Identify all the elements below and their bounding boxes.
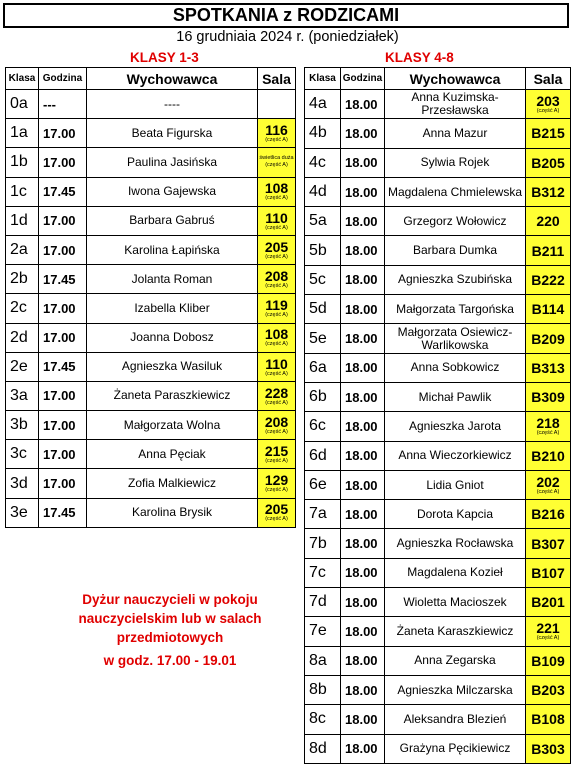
teacher-cell: Izabella Kliber	[87, 294, 258, 323]
class-cell: 6d	[305, 441, 341, 470]
room-number: 220	[536, 213, 560, 230]
teacher-cell: Żaneta Paraszkiewicz	[87, 381, 258, 410]
teacher-cell: Małgorzata Osiewicz-Warlikowska	[385, 324, 526, 353]
header-godzina: Godzina	[341, 68, 385, 90]
table-row	[305, 588, 571, 617]
table-row	[305, 90, 571, 119]
duty-note	[60, 590, 280, 670]
room-number: 205	[264, 501, 289, 518]
table-row	[6, 411, 296, 440]
room-part: (część A)	[265, 428, 288, 435]
room-cell	[526, 675, 571, 704]
teacher-cell: Jolanta Roman	[87, 265, 258, 294]
room-number: B107	[531, 564, 565, 581]
right-group-label: KLASY 4-8	[385, 50, 454, 65]
time-cell: 18.00	[341, 705, 385, 734]
time-cell: 17.00	[39, 206, 87, 235]
room-number: B109	[531, 652, 565, 669]
teacher-cell: Anna Pęciak	[87, 440, 258, 469]
room-cell	[526, 236, 571, 265]
room-cell	[258, 265, 296, 294]
time-cell: 18.00	[341, 353, 385, 382]
room-number: B201	[531, 594, 565, 611]
time-cell: 18.00	[341, 177, 385, 206]
room-part: (część A)	[265, 137, 288, 144]
room-cell	[526, 617, 571, 646]
time-cell: 18.00	[341, 529, 385, 558]
teacher-cell: Joanna Dobosz	[87, 323, 258, 352]
table-row	[6, 381, 296, 410]
time-cell: 18.00	[341, 734, 385, 763]
teacher-cell: Anna Mazur	[385, 119, 526, 148]
table-row	[305, 500, 571, 529]
table-row	[6, 323, 296, 352]
time-cell: 17.00	[39, 294, 87, 323]
table-row	[6, 294, 296, 323]
teacher-cell: Agnieszka Wasiluk	[87, 352, 258, 381]
room-cell	[258, 294, 296, 323]
class-cell: 2b	[6, 265, 39, 294]
room-number: B303	[531, 740, 565, 757]
table-row	[6, 352, 296, 381]
class-cell: 5d	[305, 295, 341, 324]
table-row	[305, 177, 571, 206]
class-cell: 0a	[6, 90, 39, 119]
room-part: (część A)	[265, 253, 288, 260]
time-cell: 18.00	[341, 265, 385, 294]
duty-hours: w godz. 17.00 - 19.01	[103, 653, 237, 668]
room-cell	[526, 324, 571, 353]
page-title	[3, 3, 569, 28]
time-cell: 18.00	[341, 646, 385, 675]
table-row	[305, 441, 571, 470]
class-cell: 2c	[6, 294, 39, 323]
room-number: B205	[531, 154, 565, 171]
teacher-cell: Agnieszka Szubińska	[385, 265, 526, 294]
teacher-cell: Małgorzata Targońska	[385, 295, 526, 324]
room-part: (część A)	[536, 430, 560, 437]
teacher-cell: Dorota Kapcia	[385, 500, 526, 529]
class-cell: 6c	[305, 412, 341, 441]
room-number: 119	[265, 297, 288, 314]
table-row	[305, 295, 571, 324]
room-number: B309	[531, 389, 565, 406]
room-number: 203	[536, 92, 560, 109]
room-cell	[258, 148, 296, 177]
class-cell: 6b	[305, 382, 341, 411]
room-number: B211	[531, 242, 565, 259]
table-row	[6, 440, 296, 469]
time-cell: 17.45	[39, 265, 87, 294]
room-cell	[526, 382, 571, 411]
time-cell: ---	[39, 90, 87, 119]
class-cell: 7d	[305, 588, 341, 617]
class-cell: 7a	[305, 500, 341, 529]
left-group-label: KLASY 1-3	[130, 50, 199, 65]
room-cell	[526, 177, 571, 206]
room-number: B312	[531, 184, 565, 201]
teacher-cell: Magdalena Kozieł	[385, 558, 526, 587]
room-cell	[526, 412, 571, 441]
teacher-cell: Paulina Jasińska	[87, 148, 258, 177]
teacher-cell: Anna Sobkowicz	[385, 353, 526, 382]
room-cell	[258, 411, 296, 440]
room-part: (część A)	[265, 312, 288, 319]
table-header-row	[6, 68, 296, 90]
table-row	[6, 119, 296, 148]
class-cell: 8a	[305, 646, 341, 675]
class-cell: 1c	[6, 177, 39, 206]
room-cell	[526, 470, 571, 499]
teacher-cell: Iwona Gajewska	[87, 177, 258, 206]
room-cell	[526, 500, 571, 529]
time-cell: 17.00	[39, 323, 87, 352]
table-row	[6, 265, 296, 294]
room-cell	[258, 381, 296, 410]
table-row	[305, 734, 571, 763]
class-cell: 5c	[305, 265, 341, 294]
table-row	[305, 470, 571, 499]
duty-note-line: przedmiotowych	[116, 630, 224, 645]
time-cell: 18.00	[341, 148, 385, 177]
time-cell: 18.00	[341, 119, 385, 148]
room-number: B222	[531, 271, 565, 288]
table-row	[305, 558, 571, 587]
table-row	[305, 529, 571, 558]
table-row	[6, 498, 296, 527]
time-cell: 18.00	[341, 324, 385, 353]
room-part: (część A)	[265, 282, 288, 289]
class-cell: 2e	[6, 352, 39, 381]
room-cell	[526, 353, 571, 382]
teacher-cell: Karolina Brysik	[87, 498, 258, 527]
teacher-cell: Grzegorz Wołowicz	[385, 207, 526, 236]
room-cell	[526, 295, 571, 324]
time-cell: 18.00	[341, 236, 385, 265]
room-label: świetlica duża	[259, 155, 294, 162]
class-cell: 8c	[305, 705, 341, 734]
table-row	[305, 324, 571, 353]
room-part: (część A)	[265, 399, 288, 406]
time-cell: 17.00	[39, 119, 87, 148]
header-klasa: Klasa	[6, 68, 39, 90]
time-cell: 18.00	[341, 675, 385, 704]
room-part: (część A)	[265, 195, 288, 202]
time-cell: 18.00	[341, 412, 385, 441]
room-number: 110	[265, 355, 288, 372]
room-cell	[526, 646, 571, 675]
class-cell: 3d	[6, 469, 39, 498]
time-cell: 17.00	[39, 469, 87, 498]
header-klasa: Klasa	[305, 68, 341, 90]
room-number: B210	[531, 447, 565, 464]
room-cell	[526, 558, 571, 587]
class-cell: 5e	[305, 324, 341, 353]
table-row	[305, 675, 571, 704]
time-cell: 17.00	[39, 148, 87, 177]
room-cell	[258, 177, 296, 206]
teacher-cell: Agnieszka Milczarska	[385, 675, 526, 704]
teacher-cell: Beata Figurska	[87, 119, 258, 148]
teacher-cell: Aleksandra Blezień	[385, 705, 526, 734]
time-cell: 17.00	[39, 411, 87, 440]
room-number: 221	[536, 620, 560, 637]
room-cell	[526, 734, 571, 763]
time-cell: 17.00	[39, 381, 87, 410]
time-cell: 18.00	[341, 558, 385, 587]
time-cell: 17.00	[39, 235, 87, 264]
room-cell	[258, 352, 296, 381]
room-number: B313	[531, 359, 565, 376]
room-number: 228	[264, 384, 289, 401]
teacher-cell: Barbara Gabruś	[87, 206, 258, 235]
teacher-cell: Żaneta Karaszkiewicz	[385, 617, 526, 646]
time-cell: 18.00	[341, 207, 385, 236]
room-number: 108	[264, 180, 289, 197]
room-number: B203	[531, 682, 565, 699]
table-row	[305, 382, 571, 411]
teacher-cell: Karolina Łapińska	[87, 235, 258, 264]
time-cell: 18.00	[341, 382, 385, 411]
time-cell: 17.45	[39, 177, 87, 206]
header-wychowawca: Wychowawca	[385, 68, 526, 90]
room-number: B114	[531, 301, 565, 318]
teacher-cell: Wioletta Macioszek	[385, 588, 526, 617]
room-cell	[526, 90, 571, 119]
table-row	[305, 646, 571, 675]
class-cell: 1d	[6, 206, 39, 235]
room-cell	[526, 588, 571, 617]
class-cell: 4b	[305, 119, 341, 148]
table-row	[305, 617, 571, 646]
class-cell: 8b	[305, 675, 341, 704]
teacher-cell: Anna Kuzimska-Przesławska	[385, 90, 526, 119]
header-godzina: Godzina	[39, 68, 87, 90]
room-cell	[526, 705, 571, 734]
room-cell	[526, 119, 571, 148]
class-cell: 7c	[305, 558, 341, 587]
room-cell	[258, 206, 296, 235]
room-cell	[258, 235, 296, 264]
room-number: 108	[264, 326, 289, 343]
class-cell: 3b	[6, 411, 39, 440]
room-cell	[258, 498, 296, 527]
schedule-table-klasy-1-3	[5, 67, 296, 528]
table-row	[6, 469, 296, 498]
time-cell: 17.00	[39, 440, 87, 469]
time-cell: 18.00	[341, 470, 385, 499]
class-cell: 5a	[305, 207, 341, 236]
table-header-row	[305, 68, 571, 90]
class-cell: 6e	[305, 470, 341, 499]
room-number: 202	[536, 473, 560, 490]
room-number: B215	[531, 125, 565, 142]
class-cell: 6a	[305, 353, 341, 382]
table-row	[305, 207, 571, 236]
table-row	[6, 206, 296, 235]
room-part: (część A)	[265, 161, 288, 168]
duty-note-line: Dyżur nauczycieli w pokoju	[82, 592, 258, 607]
teacher-cell: Anna Zegarska	[385, 646, 526, 675]
table-row	[305, 353, 571, 382]
class-cell: 7e	[305, 617, 341, 646]
room-number: 110	[265, 209, 288, 226]
time-cell: 18.00	[341, 588, 385, 617]
room-cell	[526, 148, 571, 177]
table-row	[6, 177, 296, 206]
table-row	[305, 119, 571, 148]
class-cell: 2a	[6, 235, 39, 264]
table-row	[6, 235, 296, 264]
room-part: (część A)	[265, 516, 288, 523]
teacher-cell: Barbara Dumka	[385, 236, 526, 265]
room-cell	[258, 440, 296, 469]
table-row	[6, 148, 296, 177]
header-wychowawca: Wychowawca	[87, 68, 258, 90]
time-cell: 18.00	[341, 441, 385, 470]
teacher-cell: Agnieszka Jarota	[385, 412, 526, 441]
room-part: (część A)	[536, 635, 560, 642]
teacher-cell: Agnieszka Rocławska	[385, 529, 526, 558]
meeting-date: 16 grudniaia 2024 r. (poniedziałek)	[176, 29, 399, 45]
room-number: B209	[531, 330, 565, 347]
teacher-cell: Lidia Gniot	[385, 470, 526, 499]
room-number: B216	[531, 506, 565, 523]
room-part: (część A)	[536, 488, 560, 495]
class-cell: 8d	[305, 734, 341, 763]
class-cell: 5b	[305, 236, 341, 265]
room-part: (część A)	[265, 370, 288, 377]
class-cell: 3e	[6, 498, 39, 527]
room-number: 215	[264, 443, 289, 460]
class-cell: 4d	[305, 177, 341, 206]
room-cell	[258, 469, 296, 498]
room-number: 208	[264, 267, 289, 284]
class-cell: 4c	[305, 148, 341, 177]
teacher-cell: Anna Wieczorkiewicz	[385, 441, 526, 470]
table-row	[305, 148, 571, 177]
class-cell: 2d	[6, 323, 39, 352]
teacher-cell: Michał Pawlik	[385, 382, 526, 411]
header-sala: Sala	[258, 68, 296, 90]
header-sala: Sala	[526, 68, 571, 90]
table-row	[305, 412, 571, 441]
teacher-cell: Grażyna Pęcikiewicz	[385, 734, 526, 763]
room-part: (część A)	[536, 107, 560, 114]
class-cell: 3c	[6, 440, 39, 469]
class-cell: 3a	[6, 381, 39, 410]
time-cell: 18.00	[341, 500, 385, 529]
teacher-cell: Magdalena Chmielewska	[385, 177, 526, 206]
time-cell: 17.45	[39, 498, 87, 527]
table-row	[305, 705, 571, 734]
table-row	[6, 90, 296, 119]
room-number: 116	[265, 122, 288, 139]
time-cell: 17.45	[39, 352, 87, 381]
class-cell: 4a	[305, 90, 341, 119]
room-number: 205	[264, 238, 289, 255]
schedule-table-klasy-4-8	[304, 67, 571, 764]
duty-note-line: nauczycielskim lub w salach	[78, 611, 262, 626]
teacher-cell: Zofia Malkiewicz	[87, 469, 258, 498]
room-cell	[526, 529, 571, 558]
class-cell: 1b	[6, 148, 39, 177]
room-cell	[258, 323, 296, 352]
title-text: SPOTKANIA z RODZICAMI	[172, 5, 400, 25]
room-cell	[526, 265, 571, 294]
room-part: (część A)	[265, 224, 288, 231]
teacher-cell: Małgorzata Wolna	[87, 411, 258, 440]
room-number: 218	[536, 415, 560, 432]
room-number: 208	[264, 413, 289, 430]
teacher-cell: Sylwia Rojek	[385, 148, 526, 177]
room-number: 129	[264, 472, 289, 489]
class-cell: 1a	[6, 119, 39, 148]
room-cell	[258, 119, 296, 148]
room-part: (część A)	[265, 458, 288, 465]
room-part: (część A)	[265, 487, 288, 494]
room-part: (część A)	[265, 341, 288, 348]
room-cell	[526, 207, 571, 236]
table-row	[305, 265, 571, 294]
time-cell: 18.00	[341, 90, 385, 119]
room-number: B108	[531, 711, 565, 728]
room-cell	[526, 441, 571, 470]
table-row	[305, 236, 571, 265]
teacher-cell: ----	[87, 90, 258, 119]
time-cell: 18.00	[341, 295, 385, 324]
time-cell: 18.00	[341, 617, 385, 646]
room-number: B307	[531, 535, 565, 552]
room-cell	[258, 90, 296, 119]
class-cell: 7b	[305, 529, 341, 558]
